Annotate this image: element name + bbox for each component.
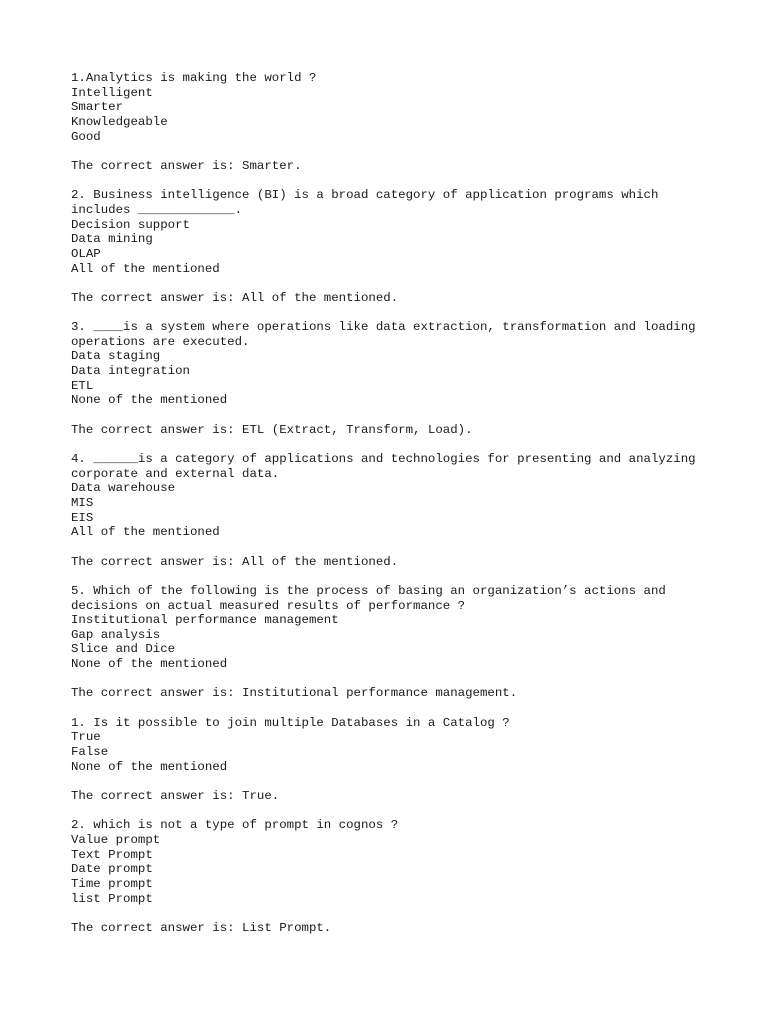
option: Smarter: [71, 100, 124, 115]
option: Data integration: [71, 364, 190, 379]
option: None of the mentioned: [71, 657, 228, 672]
option: Date prompt: [71, 862, 153, 877]
correct-answer: The correct answer is: List Prompt.: [71, 920, 332, 935]
question-text: 5. Which of the following is the process of basing an organization’s actions and decisions on actual measured results of performance ?: [71, 583, 674, 613]
option: Intelligent: [71, 85, 153, 100]
question-text: 2. which is not a type of prompt in cognos ?: [71, 818, 399, 833]
option: All of the mentioned: [71, 525, 220, 540]
question-text: 3. ____is a system where operations like data extraction, transformation and loading operations are executed.: [71, 320, 704, 349]
option: None of the mentioned: [71, 393, 228, 408]
option: Slice and Dice: [71, 642, 176, 657]
option: True: [71, 730, 101, 745]
answer-block: [71, 555, 711, 570]
answer-block: [71, 159, 711, 174]
correct-answer: The correct answer is: Institutional performance management.: [71, 686, 518, 701]
option: OLAP: [71, 246, 101, 261]
answer-block: [71, 423, 711, 438]
question-block: [71, 818, 711, 906]
option: Institutional performance management: [71, 613, 339, 628]
option: All of the mentioned: [71, 261, 220, 276]
correct-answer: The correct answer is: True.: [71, 788, 280, 803]
option: Value prompt: [71, 832, 161, 847]
quiz-document: [71, 71, 711, 950]
question-text: 2. Business intelligence (BI) is a broad category of application programs which includes _____________.: [71, 188, 666, 217]
option: Gap analysis: [71, 627, 161, 642]
question-block: [71, 716, 711, 775]
correct-answer: The correct answer is: Smarter.: [71, 158, 302, 173]
answer-block: [71, 686, 711, 701]
option: Data mining: [71, 232, 153, 247]
option: ETL: [71, 378, 94, 393]
option: Text Prompt: [71, 847, 153, 862]
option: Good: [71, 129, 101, 144]
answer-block: [71, 291, 711, 306]
question-block: [71, 320, 711, 408]
question-text: 1.Analytics is making the world ?: [71, 71, 317, 85]
option: False: [71, 745, 109, 760]
option: Time prompt: [71, 876, 153, 891]
option: Knowledgeable: [71, 114, 168, 129]
question-text: 1. Is it possible to join multiple Databases in a Catalog ?: [71, 715, 510, 730]
option: Data staging: [71, 349, 161, 364]
option: MIS: [71, 495, 94, 510]
correct-answer: The correct answer is: All of the mentioned.: [71, 290, 399, 305]
question-block: [71, 584, 711, 672]
question-text: 4. ______is a category of applications and technologies for presenting and analyzing corporate and external data.: [71, 451, 704, 481]
correct-answer: The correct answer is: ETL (Extract, Transform, Load).: [71, 422, 473, 437]
option: None of the mentioned: [71, 759, 228, 774]
question-block: [71, 71, 711, 144]
answer-block: [71, 789, 711, 804]
question-block: [71, 188, 711, 276]
question-block: [71, 452, 711, 540]
option: Decision support: [71, 217, 190, 232]
option: list Prompt: [71, 891, 153, 906]
option: Data warehouse: [71, 481, 176, 496]
option: EIS: [71, 510, 94, 525]
correct-answer: The correct answer is: All of the mentioned.: [71, 554, 399, 569]
answer-block: [71, 921, 711, 936]
